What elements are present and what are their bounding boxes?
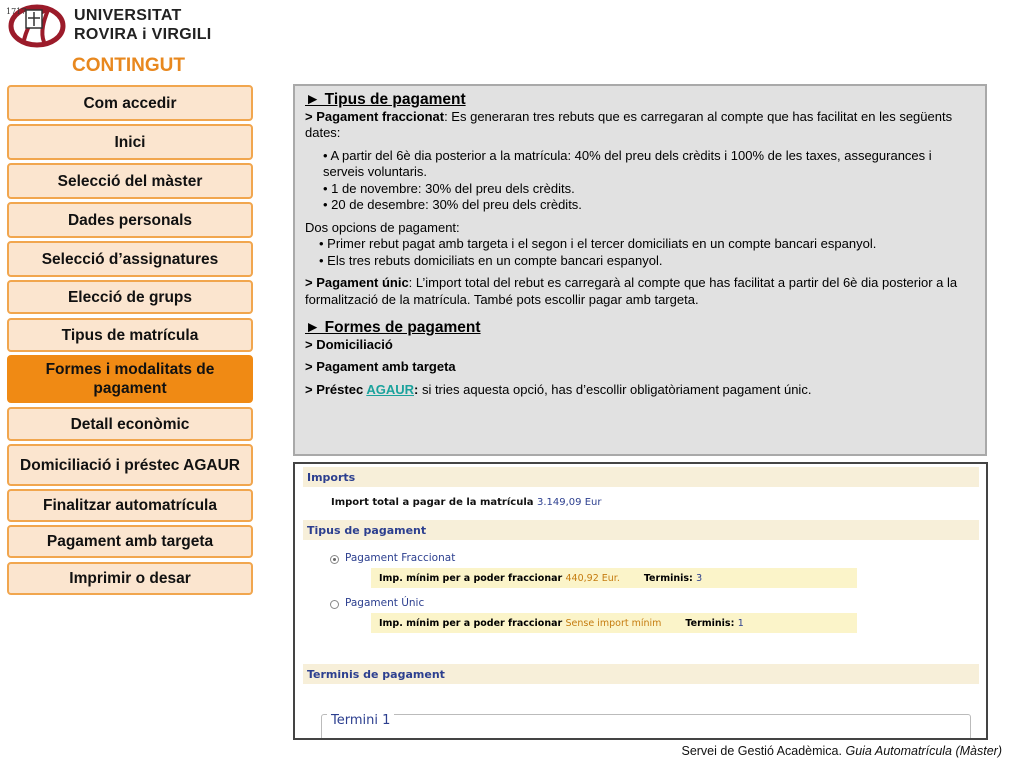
date-item-1-text: • A partir del 6è dia posterior a la matrícula: 40% del preu dels crèdits i 100% de les taxes, assegurances i serveis voluntaris.	[323, 147, 932, 179]
forma-prestec-prefix: > Préstec	[305, 381, 367, 397]
forma-targeta-text: > Pagament amb targeta	[305, 359, 456, 374]
footer-guide-title: Guia Automatrícula (Màster)	[845, 744, 1002, 758]
university-name	[74, 6, 212, 44]
fraccionat-label: > Pagament fraccionat	[305, 108, 445, 124]
options-title: Dos opcions de pagament:	[305, 219, 460, 235]
nav-seleccio-assignatures[interactable]: Selecció d’assignatures	[7, 241, 253, 277]
radio-fraccionat-label[interactable]: Pagament Fraccionat	[345, 552, 456, 564]
imports-section-header: Imports	[303, 467, 979, 487]
university-logo	[4, 2, 66, 48]
nav-tipus-matricula[interactable]: Tipus de matrícula	[7, 318, 253, 352]
nav-pagament-targeta[interactable]: Pagament amb targeta	[7, 525, 253, 558]
termini-legend: Termini 1	[327, 713, 394, 728]
payment-info-panel	[293, 84, 987, 456]
forma-prestec-colon: :	[413, 381, 419, 397]
fraccionat-text: : Es generaran tres rebuts que es carregaran al compte que has facilitat en les següents dates:	[305, 108, 953, 140]
nav-detall-economic[interactable]: Detall econòmic	[7, 407, 253, 441]
nav-domiciliacio-prestec[interactable]: Domiciliació i préstec AGAUR	[7, 444, 253, 486]
forma-prestec-text: si tries aquesta opció, has d’escollir obligatòriament pagament únic.	[418, 381, 812, 397]
import-total-value: 3.149,09 Eur	[537, 497, 602, 508]
footer-credit	[681, 744, 1002, 758]
terminis-label-2: Terminis:	[685, 617, 735, 629]
terminis-section-header: Terminis de pagament	[303, 664, 979, 684]
import-total-label: Import total a pagar de la matrícula	[331, 497, 534, 508]
terminis-label-1: Terminis:	[643, 572, 693, 584]
nav-dades-personals[interactable]: Dades personals	[7, 202, 253, 238]
forma-targeta	[305, 359, 975, 376]
termini-fieldset	[321, 714, 971, 740]
option-item-1: • Primer rebut pagat amb targeta i el segon i el tercer domiciliats en un compte bancari espanyol.	[319, 236, 877, 251]
footer-text: Servei de Gestió Acadèmica.	[681, 744, 846, 758]
university-name-line2: ROVIRA i VIRGILI	[74, 26, 212, 43]
tipus-pagament-heading-text: ► Tipus de pagament	[305, 91, 466, 108]
radio-fraccionat[interactable]	[330, 555, 339, 564]
forma-domiciliacio	[305, 337, 975, 354]
imp-min-label-2: Imp. mínim per a poder fraccionar	[379, 617, 563, 629]
unic-label: > Pagament únic	[305, 275, 409, 290]
nav-finalitzar-automatricula[interactable]: Finalitzar automatrícula	[7, 489, 253, 522]
tipus-section-header: Tipus de pagament	[303, 520, 979, 540]
unic-text: : L’import total del rebut es carregarà al compte que has facilitat a partir del 6è dia posterior a la formalització de la matrícula. També pots escollir pagar amb targeta.	[305, 275, 958, 307]
formes-pagament-heading-text: ► Formes de pagament	[305, 319, 481, 336]
terminis-value-2: 1	[737, 617, 744, 629]
radio-unic[interactable]	[330, 600, 339, 609]
formes-pagament-heading	[305, 320, 975, 337]
nav-seleccio-master[interactable]: Selecció del màster	[7, 163, 253, 199]
tipus-pagament-heading	[305, 92, 975, 109]
nav-formes-modalitats-pagament[interactable]: Formes i modalitats de pagament	[7, 355, 253, 403]
fraccionat-details-row	[371, 568, 857, 588]
unic-paragraph	[305, 275, 975, 308]
imp-min-value-2: Sense import mínim	[565, 617, 662, 629]
forma-domiciliacio-text: > Domiciliació	[305, 336, 393, 352]
radio-unic-label[interactable]: Pagament Únic	[345, 597, 425, 609]
unic-details-row	[371, 613, 857, 633]
date-item-3: • 20 de desembre: 30% del preu dels crèdits.	[323, 197, 582, 212]
payment-form-screenshot	[293, 462, 988, 740]
forma-prestec	[305, 382, 975, 399]
terminis-value-1: 3	[696, 572, 703, 584]
date-item-1	[305, 148, 975, 181]
date-item-2: • 1 de novembre: 30% del preu dels crèdits.	[323, 180, 575, 196]
option-item-2: • Els tres rebuts domiciliats en un compte bancari espanyol.	[319, 252, 663, 268]
nav-eleccio-grups[interactable]: Elecció de grups	[7, 280, 253, 314]
fraccionat-paragraph	[305, 109, 975, 142]
nav-inici[interactable]: Inici	[7, 124, 253, 160]
agaur-link[interactable]: AGAUR	[366, 381, 414, 397]
nav-com-accedir[interactable]: Com accedir	[7, 85, 253, 121]
svg-text:1717: 1717	[6, 7, 27, 16]
imp-min-label-1: Imp. mínim per a poder fraccionar	[379, 572, 563, 584]
imp-min-value-1: 440,92 Eur.	[565, 572, 620, 584]
university-name-line1: UNIVERSITAT	[74, 7, 182, 24]
section-title: CONTINGUT	[72, 55, 185, 76]
nav-imprimir-desar[interactable]: Imprimir o desar	[7, 562, 253, 595]
import-total-row	[331, 497, 601, 508]
